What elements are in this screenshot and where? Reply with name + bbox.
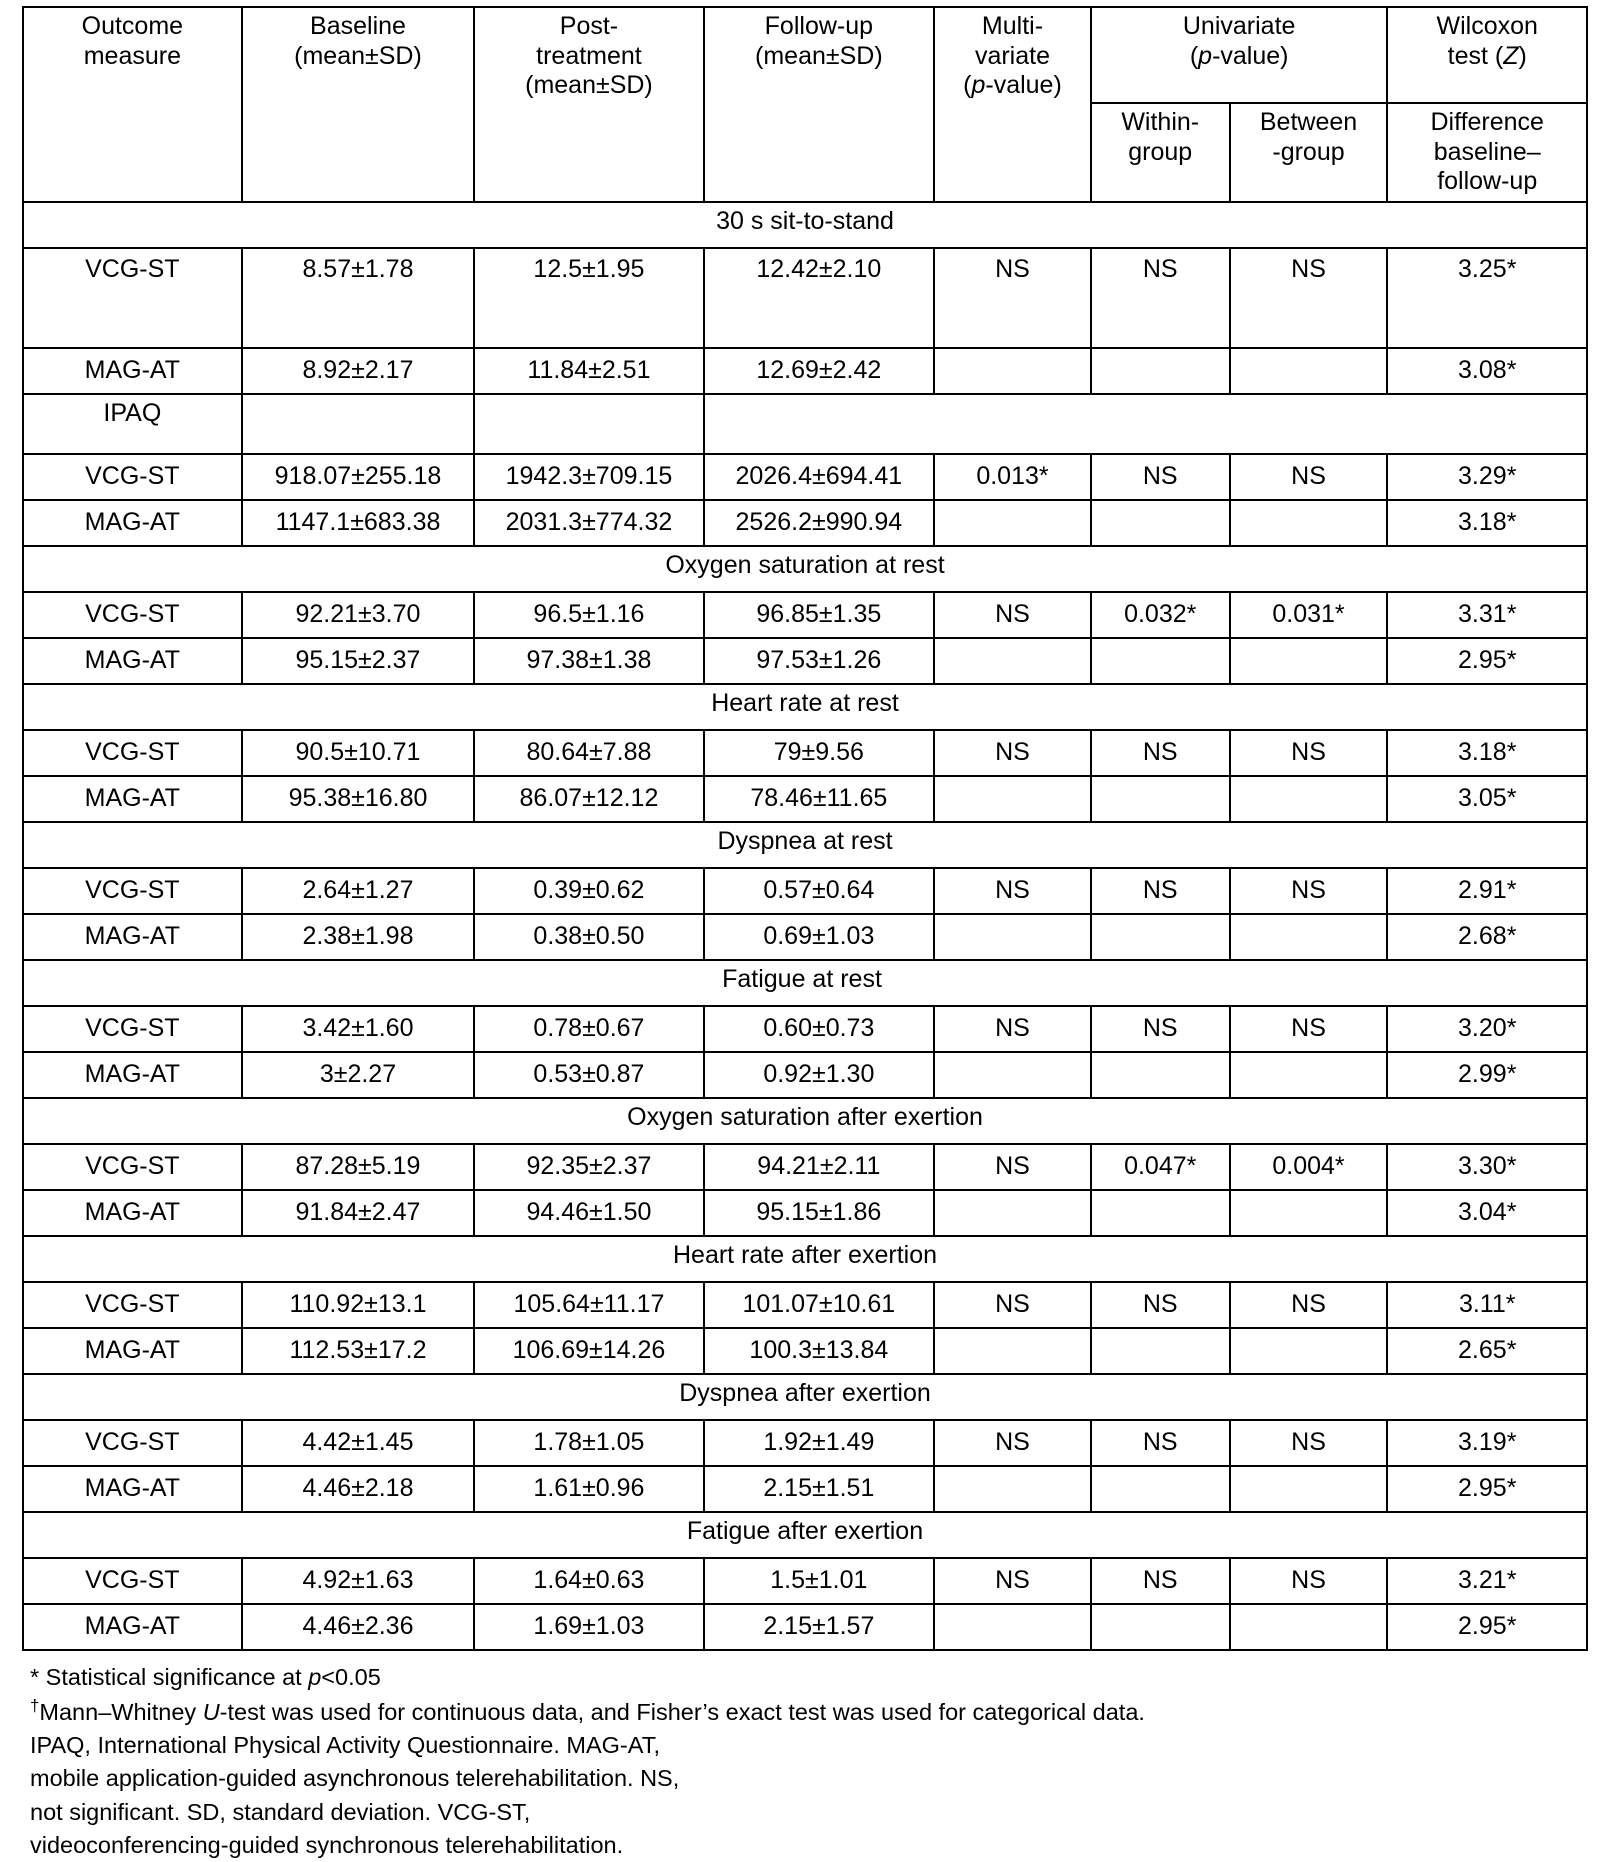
- table-row: [23, 868, 1587, 914]
- post-treatment-cell: 86.07±12.12: [474, 776, 703, 822]
- between-group-cell: 0.004*: [1230, 1144, 1388, 1190]
- wilcoxon-cell: 3.19*: [1387, 1420, 1587, 1466]
- post-treatment-cell: 94.46±1.50: [474, 1190, 703, 1236]
- multivariate-cell: NS: [934, 1006, 1091, 1052]
- between-group-cell: [1230, 348, 1388, 394]
- between-group-cell: NS: [1230, 1282, 1388, 1328]
- baseline-cell: 112.53±17.2: [242, 1328, 475, 1374]
- baseline-cell: 90.5±10.71: [242, 730, 475, 776]
- table-row: [23, 1328, 1587, 1374]
- multivariate-cell: [934, 638, 1091, 684]
- between-group-cell: [1230, 1604, 1388, 1650]
- between-group-cell: [1230, 1328, 1388, 1374]
- baseline-cell: 4.46±2.36: [242, 1604, 475, 1650]
- baseline-cell: 2.64±1.27: [242, 868, 475, 914]
- z-italic: Z: [1503, 42, 1518, 70]
- post-treatment-cell: 1942.3±709.15: [474, 454, 703, 500]
- table-row: [23, 730, 1587, 776]
- section-title-heart-rate-at-rest: Heart rate at rest: [23, 684, 1587, 730]
- wilcoxon-cell: 3.31*: [1387, 592, 1587, 638]
- baseline-cell: 3.42±1.60: [242, 1006, 475, 1052]
- post-treatment-cell: 92.35±2.37: [474, 1144, 703, 1190]
- baseline-cell: 4.46±2.18: [242, 1466, 475, 1512]
- follow-up-cell: 100.3±13.84: [704, 1328, 934, 1374]
- multivariate-cell: [934, 776, 1091, 822]
- within-group-cell: NS: [1091, 1558, 1230, 1604]
- footnote-abbrev-3: not significant. SD, standard deviation. VCG-ST,: [30, 1796, 1570, 1829]
- within-group-cell: NS: [1091, 454, 1230, 500]
- post-treatment-cell: 2031.3±774.32: [474, 500, 703, 546]
- dagger-icon: †: [30, 1696, 39, 1715]
- table-row: [23, 776, 1587, 822]
- multivariate-cell: NS: [934, 592, 1091, 638]
- follow-up-cell: 1.92±1.49: [704, 1420, 934, 1466]
- group-label-cell: VCG-ST: [23, 1282, 242, 1328]
- group-label-cell: VCG-ST: [23, 592, 242, 638]
- multivariate-cell: [934, 500, 1091, 546]
- within-group-cell: [1091, 1466, 1230, 1512]
- header-line: (mean±SD): [525, 71, 653, 99]
- between-group-cell: [1230, 1466, 1388, 1512]
- post-treatment-cell: 0.38±0.50: [474, 914, 703, 960]
- section-empty-rest: [704, 394, 1587, 454]
- header-line: variate: [975, 42, 1050, 70]
- baseline-cell: 4.42±1.45: [242, 1420, 475, 1466]
- wilcoxon-cell: 2.99*: [1387, 1052, 1587, 1098]
- follow-up-cell: 0.69±1.03: [704, 914, 934, 960]
- header-line: Outcome: [82, 12, 183, 40]
- baseline-cell: 2.38±1.98: [242, 914, 475, 960]
- wilcoxon-cell: 2.95*: [1387, 1466, 1587, 1512]
- header-line: (p-value): [963, 71, 1062, 99]
- within-group-cell: NS: [1091, 1420, 1230, 1466]
- header-line: test (Z): [1448, 42, 1527, 70]
- post-treatment-cell: 1.78±1.05: [474, 1420, 703, 1466]
- section-header-row: [23, 394, 1587, 454]
- multivariate-cell: NS: [934, 1144, 1091, 1190]
- section-title-oxygen-saturation-at-rest: Oxygen saturation at rest: [23, 546, 1587, 592]
- within-group-cell: [1091, 1328, 1230, 1374]
- wilcoxon-cell: 3.11*: [1387, 1282, 1587, 1328]
- section-title-ipaq: IPAQ: [23, 394, 242, 454]
- section-header-row: [23, 1098, 1587, 1144]
- within-group-cell: NS: [1091, 248, 1230, 348]
- group-label-cell: MAG-AT: [23, 914, 242, 960]
- within-group-cell: [1091, 500, 1230, 546]
- table-row: [23, 914, 1587, 960]
- wilcoxon-cell: 3.25*: [1387, 248, 1587, 348]
- follow-up-cell: 2.15±1.51: [704, 1466, 934, 1512]
- within-group-cell: [1091, 776, 1230, 822]
- header-line: Between: [1260, 108, 1357, 136]
- wilcoxon-cell: 3.30*: [1387, 1144, 1587, 1190]
- wilcoxon-cell: 2.95*: [1387, 1604, 1587, 1650]
- wilcoxon-cell: 3.05*: [1387, 776, 1587, 822]
- wilcoxon-cell: 3.20*: [1387, 1006, 1587, 1052]
- multivariate-cell: NS: [934, 730, 1091, 776]
- column-header-post-treatment: [474, 7, 703, 202]
- within-group-cell: [1091, 914, 1230, 960]
- multivariate-cell: NS: [934, 1420, 1091, 1466]
- wilcoxon-cell: 2.91*: [1387, 868, 1587, 914]
- outcome-measures-table: [22, 6, 1588, 1651]
- header-line: Wilcoxon: [1437, 12, 1538, 40]
- multivariate-cell: [934, 1466, 1091, 1512]
- header-line: Follow-up: [765, 12, 873, 40]
- follow-up-cell: 1.5±1.01: [704, 1558, 934, 1604]
- group-label-cell: MAG-AT: [23, 1052, 242, 1098]
- multivariate-cell: [934, 1190, 1091, 1236]
- footnote-abbrev-2: mobile application-guided asynchronous telerehabilitation. NS,: [30, 1762, 1570, 1795]
- group-label-cell: VCG-ST: [23, 1420, 242, 1466]
- section-title-heart-rate-after-exertion: Heart rate after exertion: [23, 1236, 1587, 1282]
- group-label-cell: MAG-AT: [23, 1328, 242, 1374]
- section-header-row: [23, 960, 1587, 1006]
- table-row: [23, 248, 1587, 348]
- between-group-cell: [1230, 638, 1388, 684]
- post-treatment-cell: 1.61±0.96: [474, 1466, 703, 1512]
- section-header-row: [23, 1374, 1587, 1420]
- header-row-primary: [23, 7, 1587, 103]
- wilcoxon-cell: 2.68*: [1387, 914, 1587, 960]
- p-italic: p: [1198, 42, 1212, 70]
- table-row: [23, 454, 1587, 500]
- baseline-cell: 3±2.27: [242, 1052, 475, 1098]
- group-label-cell: MAG-AT: [23, 776, 242, 822]
- table-row: [23, 1558, 1587, 1604]
- follow-up-cell: 101.07±10.61: [704, 1282, 934, 1328]
- section-header-row: [23, 684, 1587, 730]
- between-group-cell: [1230, 1190, 1388, 1236]
- follow-up-cell: 0.57±0.64: [704, 868, 934, 914]
- table-row: [23, 1466, 1587, 1512]
- table-row: [23, 1190, 1587, 1236]
- section-empty-baseline: [242, 394, 475, 454]
- baseline-cell: 918.07±255.18: [242, 454, 475, 500]
- section-title-dyspnea-at-rest: Dyspnea at rest: [23, 822, 1587, 868]
- header-line: measure: [84, 42, 181, 70]
- wilcoxon-cell: 3.08*: [1387, 348, 1587, 394]
- header-line: Within-: [1121, 108, 1199, 136]
- baseline-cell: 8.92±2.17: [242, 348, 475, 394]
- baseline-cell: 95.38±16.80: [242, 776, 475, 822]
- multivariate-cell: [934, 1328, 1091, 1374]
- between-group-cell: [1230, 500, 1388, 546]
- within-group-cell: 0.047*: [1091, 1144, 1230, 1190]
- follow-up-cell: 95.15±1.86: [704, 1190, 934, 1236]
- column-header-wilcoxon: [1387, 7, 1587, 103]
- group-label-cell: MAG-AT: [23, 1604, 242, 1650]
- section-header-row: [23, 546, 1587, 592]
- multivariate-cell: [934, 1052, 1091, 1098]
- within-group-cell: [1091, 1052, 1230, 1098]
- follow-up-cell: 2526.2±990.94: [704, 500, 934, 546]
- column-header-baseline: [242, 7, 475, 202]
- header-line: Baseline: [310, 12, 406, 40]
- section-header-row: [23, 822, 1587, 868]
- section-header-row: [23, 1512, 1587, 1558]
- header-line: (p-value): [1190, 42, 1289, 70]
- footnote-abbrev-1: IPAQ, International Physical Activity Questionnaire. MAG-AT,: [30, 1729, 1570, 1762]
- group-label-cell: VCG-ST: [23, 1144, 242, 1190]
- group-label-cell: VCG-ST: [23, 1558, 242, 1604]
- baseline-cell: 87.28±5.19: [242, 1144, 475, 1190]
- header-line: (mean±SD): [755, 42, 883, 70]
- follow-up-cell: 96.85±1.35: [704, 592, 934, 638]
- table-row: [23, 1282, 1587, 1328]
- group-label-cell: VCG-ST: [23, 868, 242, 914]
- post-treatment-cell: 105.64±11.17: [474, 1282, 703, 1328]
- section-title-oxygen-saturation-after-exertion: Oxygen saturation after exertion: [23, 1098, 1587, 1144]
- wilcoxon-cell: 3.04*: [1387, 1190, 1587, 1236]
- group-label-cell: MAG-AT: [23, 1466, 242, 1512]
- group-label-cell: MAG-AT: [23, 500, 242, 546]
- baseline-cell: 1147.1±683.38: [242, 500, 475, 546]
- group-label-cell: MAG-AT: [23, 1190, 242, 1236]
- section-empty-post: [474, 394, 703, 454]
- p-italic: p: [971, 71, 985, 99]
- multivariate-cell: NS: [934, 248, 1091, 348]
- within-group-cell: [1091, 1190, 1230, 1236]
- group-label-cell: VCG-ST: [23, 1006, 242, 1052]
- group-label-cell: MAG-AT: [23, 638, 242, 684]
- within-group-cell: NS: [1091, 868, 1230, 914]
- follow-up-cell: 79±9.56: [704, 730, 934, 776]
- table-row: [23, 1052, 1587, 1098]
- table-body: [23, 202, 1587, 1650]
- follow-up-cell: 0.60±0.73: [704, 1006, 934, 1052]
- between-group-cell: 0.031*: [1230, 592, 1388, 638]
- within-group-cell: NS: [1091, 1006, 1230, 1052]
- between-group-cell: [1230, 1052, 1388, 1098]
- table-row: [23, 348, 1587, 394]
- post-treatment-cell: 1.69±1.03: [474, 1604, 703, 1650]
- column-header-outcome-measure: [23, 7, 242, 202]
- footnote-abbrev-4: videoconferencing-guided synchronous telerehabilitation.: [30, 1829, 1570, 1862]
- column-header-multivariate: [934, 7, 1091, 202]
- multivariate-cell: 0.013*: [934, 454, 1091, 500]
- follow-up-cell: 94.21±2.11: [704, 1144, 934, 1190]
- header-line: treatment: [536, 42, 642, 70]
- baseline-cell: 95.15±2.37: [242, 638, 475, 684]
- follow-up-cell: 2026.4±694.41: [704, 454, 934, 500]
- multivariate-cell: [934, 348, 1091, 394]
- wilcoxon-cell: 3.18*: [1387, 500, 1587, 546]
- post-treatment-cell: 106.69±14.26: [474, 1328, 703, 1374]
- section-title-fatigue-after-exertion: Fatigue after exertion: [23, 1512, 1587, 1558]
- wilcoxon-cell: 3.18*: [1387, 730, 1587, 776]
- baseline-cell: 91.84±2.47: [242, 1190, 475, 1236]
- wilcoxon-cell: 2.95*: [1387, 638, 1587, 684]
- follow-up-cell: 78.46±11.65: [704, 776, 934, 822]
- header-line: follow-up: [1437, 167, 1537, 195]
- within-group-cell: [1091, 348, 1230, 394]
- column-header-between-group: [1230, 103, 1388, 202]
- post-treatment-cell: 12.5±1.95: [474, 248, 703, 348]
- table-row: [23, 1006, 1587, 1052]
- baseline-cell: 110.92±13.1: [242, 1282, 475, 1328]
- multivariate-cell: [934, 1604, 1091, 1650]
- multivariate-cell: NS: [934, 1558, 1091, 1604]
- table-row: [23, 1144, 1587, 1190]
- header-line: Difference: [1430, 108, 1544, 136]
- follow-up-cell: 12.42±2.10: [704, 248, 934, 348]
- section-title-dyspnea-after-exertion: Dyspnea after exertion: [23, 1374, 1587, 1420]
- footnote-tests: †Mann–Whitney U-test was used for continuous data, and Fisher’s exact test was used for categorical data.: [30, 1694, 1570, 1729]
- group-label-cell: VCG-ST: [23, 730, 242, 776]
- within-group-cell: 0.032*: [1091, 592, 1230, 638]
- table-footnotes: [30, 1661, 1570, 1862]
- follow-up-cell: 97.53±1.26: [704, 638, 934, 684]
- between-group-cell: [1230, 914, 1388, 960]
- post-treatment-cell: 80.64±7.88: [474, 730, 703, 776]
- within-group-cell: [1091, 1604, 1230, 1650]
- baseline-cell: 92.21±3.70: [242, 592, 475, 638]
- footnote-significance: * Statistical significance at p<0.05: [30, 1661, 1570, 1694]
- multivariate-cell: NS: [934, 1282, 1091, 1328]
- post-treatment-cell: 1.64±0.63: [474, 1558, 703, 1604]
- table-row: [23, 1420, 1587, 1466]
- header-line: baseline–: [1434, 138, 1541, 166]
- baseline-cell: 8.57±1.78: [242, 248, 475, 348]
- between-group-cell: [1230, 776, 1388, 822]
- baseline-cell: 4.92±1.63: [242, 1558, 475, 1604]
- between-group-cell: NS: [1230, 730, 1388, 776]
- header-line: (mean±SD): [294, 42, 422, 70]
- follow-up-cell: 12.69±2.42: [704, 348, 934, 394]
- section-header-row: [23, 202, 1587, 248]
- header-line: Post-: [560, 12, 618, 40]
- post-treatment-cell: 0.78±0.67: [474, 1006, 703, 1052]
- header-line: Multi-: [982, 12, 1043, 40]
- between-group-cell: NS: [1230, 1006, 1388, 1052]
- column-header-difference-baseline-followup: [1387, 103, 1587, 202]
- post-treatment-cell: 97.38±1.38: [474, 638, 703, 684]
- post-treatment-cell: 0.39±0.62: [474, 868, 703, 914]
- table-header: [23, 7, 1587, 202]
- multivariate-cell: NS: [934, 868, 1091, 914]
- column-header-follow-up: [704, 7, 934, 202]
- u-italic: U: [203, 1699, 220, 1725]
- group-label-cell: VCG-ST: [23, 248, 242, 348]
- table-row: [23, 592, 1587, 638]
- follow-up-cell: 0.92±1.30: [704, 1052, 934, 1098]
- section-title-sit-to-stand: 30 s sit-to-stand: [23, 202, 1587, 248]
- wilcoxon-cell: 2.65*: [1387, 1328, 1587, 1374]
- follow-up-cell: 2.15±1.57: [704, 1604, 934, 1650]
- group-label-cell: MAG-AT: [23, 348, 242, 394]
- table-row: [23, 500, 1587, 546]
- multivariate-cell: [934, 914, 1091, 960]
- between-group-cell: NS: [1230, 868, 1388, 914]
- within-group-cell: [1091, 638, 1230, 684]
- column-header-within-group: [1091, 103, 1230, 202]
- table-row: [23, 1604, 1587, 1650]
- post-treatment-cell: 11.84±2.51: [474, 348, 703, 394]
- between-group-cell: NS: [1230, 454, 1388, 500]
- within-group-cell: NS: [1091, 730, 1230, 776]
- group-label-cell: VCG-ST: [23, 454, 242, 500]
- post-treatment-cell: 0.53±0.87: [474, 1052, 703, 1098]
- between-group-cell: NS: [1230, 248, 1388, 348]
- section-title-fatigue-at-rest: Fatigue at rest: [23, 960, 1587, 1006]
- header-line: -group: [1272, 138, 1344, 166]
- within-group-cell: NS: [1091, 1282, 1230, 1328]
- wilcoxon-cell: 3.29*: [1387, 454, 1587, 500]
- column-header-univariate: [1091, 7, 1388, 103]
- header-line: group: [1128, 138, 1192, 166]
- table-row: [23, 638, 1587, 684]
- header-line: Univariate: [1183, 12, 1296, 40]
- section-header-row: [23, 1236, 1587, 1282]
- p-italic: p: [308, 1664, 321, 1690]
- wilcoxon-cell: 3.21*: [1387, 1558, 1587, 1604]
- between-group-cell: NS: [1230, 1420, 1388, 1466]
- between-group-cell: NS: [1230, 1558, 1388, 1604]
- post-treatment-cell: 96.5±1.16: [474, 592, 703, 638]
